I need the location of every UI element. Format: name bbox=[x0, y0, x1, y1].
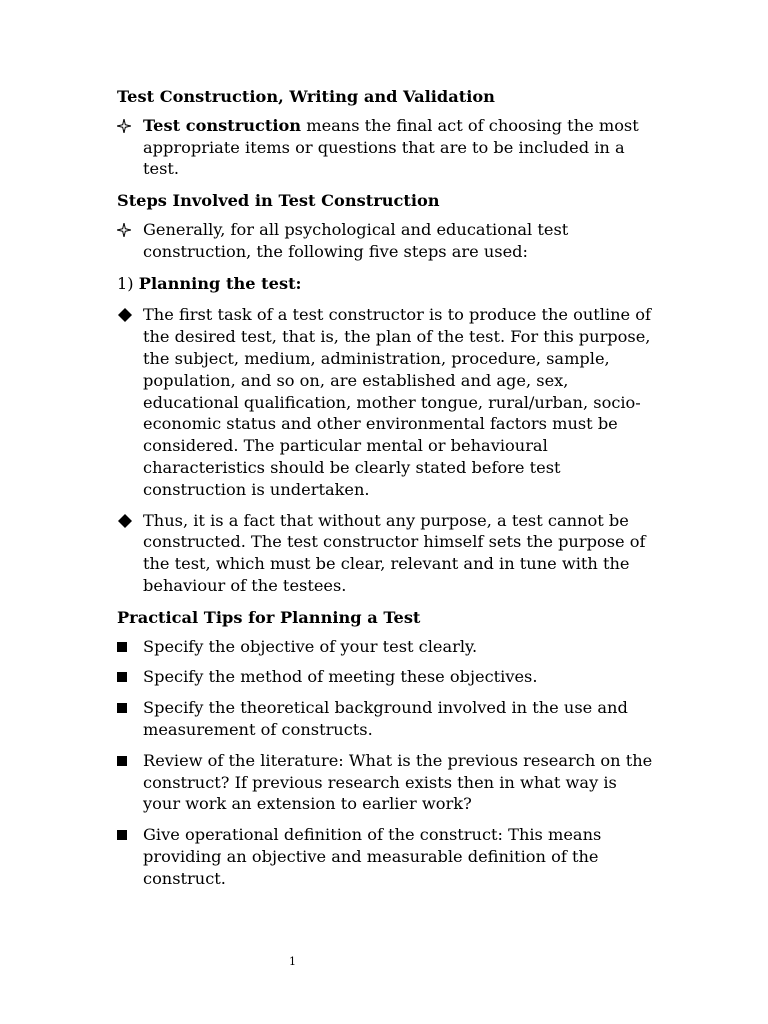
definition-item bbox=[117, 115, 657, 180]
document-body bbox=[117, 86, 657, 890]
tip-item bbox=[117, 824, 657, 889]
page-number: 1 bbox=[289, 955, 296, 968]
steps-intro-text: Generally, for all psychological and educational test construction, the following five steps are used: bbox=[143, 219, 569, 261]
square-bullet-icon bbox=[117, 697, 137, 713]
square-bullet-icon bbox=[117, 636, 137, 652]
tip-text: Specify the theoretical background involved in the use and measurement of constructs. bbox=[143, 698, 628, 739]
tip-text: Review of the literature: What is the previous research on the construct? If previous research exists then in what way is your work an extension to earlier work? bbox=[143, 750, 653, 814]
planning-number: 1) bbox=[117, 273, 134, 293]
tips-heading: Practical Tips for Planning a Test bbox=[117, 607, 421, 627]
star-bullet-icon bbox=[117, 115, 137, 133]
tip-item bbox=[117, 697, 657, 741]
planning-point bbox=[117, 304, 657, 500]
tip-item bbox=[117, 750, 657, 815]
square-bullet-icon bbox=[117, 666, 137, 682]
star-bullet-icon bbox=[117, 219, 137, 237]
tip-text: Specify the objective of your test clearly. bbox=[143, 636, 478, 656]
planning-title: Planning the test: bbox=[138, 273, 302, 293]
planning-point-text: The first task of a test constructor is to produce the outline of the desired test, that is, the plan of the test. For this purpose, the subject, medium, administration, procedure, sample, population, and so on, are established and age, sex, educational qualification, mother tongue, rural/urban, socio-economic status and other environmental factors must be considered. The particular mental or behavioural characteristics should be clearly stated before test construction is undertaken. bbox=[143, 305, 652, 499]
tip-text: Give operational definition of the construct: This means providing an objective and measurable definition of the construct. bbox=[143, 825, 602, 888]
steps-heading: Steps Involved in Test Construction bbox=[117, 191, 440, 211]
diamond-bullet-icon bbox=[117, 510, 137, 529]
tip-text: Specify the method of meeting these objectives. bbox=[143, 667, 538, 687]
tip-item bbox=[117, 636, 657, 658]
steps-intro-item bbox=[117, 219, 657, 263]
tip-item bbox=[117, 666, 657, 688]
planning-point bbox=[117, 510, 657, 597]
definition-text: means the final act of choosing the most appropriate items or questions that are to be included in a test. bbox=[143, 115, 639, 179]
planning-heading bbox=[117, 273, 657, 295]
square-bullet-icon bbox=[117, 750, 137, 766]
planning-point-text: Thus, it is a fact that without any purpose, a test cannot be constructed. The test constructor himself sets the purpose of the test, which must be clear, relevant and in tune with the behaviour of the testees. bbox=[143, 510, 646, 595]
definition-term: Test construction bbox=[143, 115, 302, 135]
square-bullet-icon bbox=[117, 824, 137, 840]
document-title: Test Construction, Writing and Validation bbox=[117, 87, 495, 106]
diamond-bullet-icon bbox=[117, 304, 137, 323]
